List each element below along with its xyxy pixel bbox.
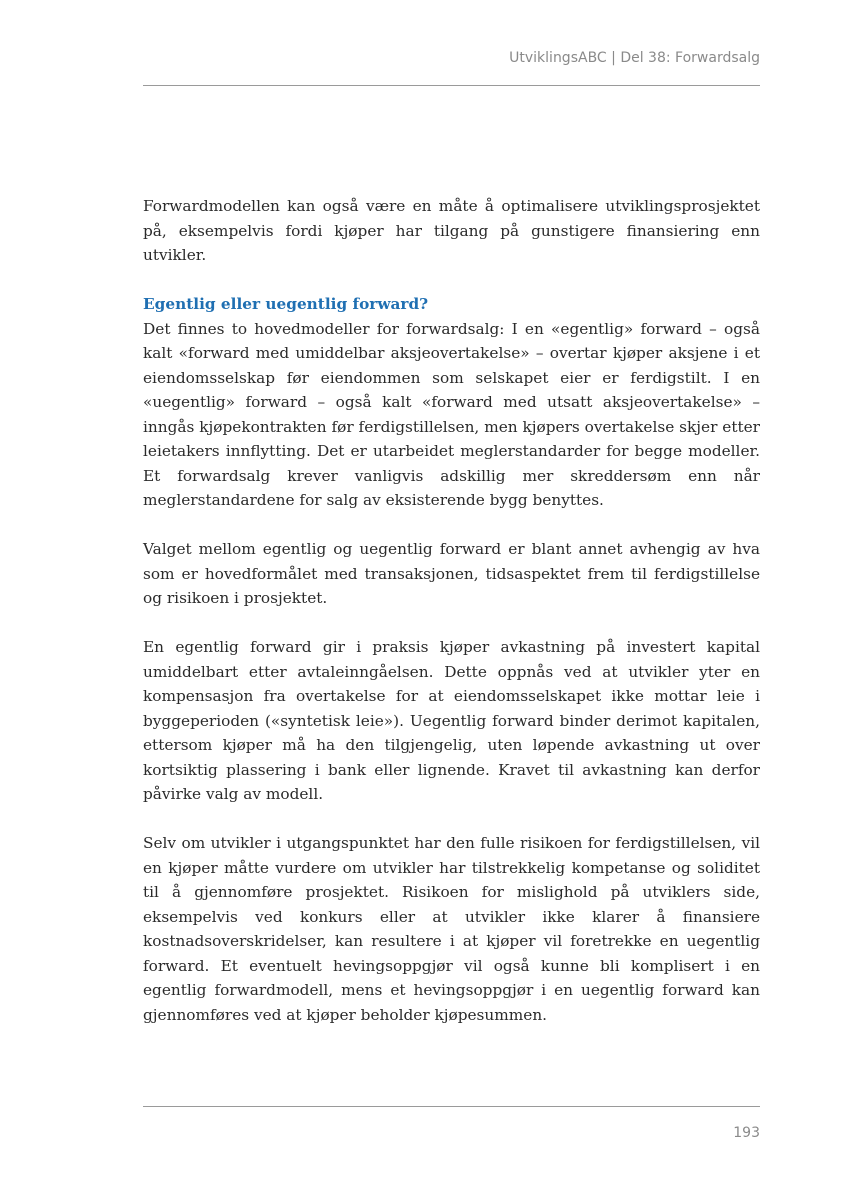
body-paragraph-3: En egentlig forward gir i praksis kjøper avkastning på investert kapital umiddelbart etter avtaleinngåelsen. Dette oppnås ved at utvikler yter en kompensasjon fra overtakelse for at eiendomsselskapet ikke mottar leie i byggeperioden («syntetisk leie»). Uegentlig forward binder derimot kapitalen, ettersom kjøper må ha den tilgjengelig, uten løpende avkastning ut over kortsiktig plassering i bank eller lignende. Kravet til avkastning kan derfor påvirke valg av modell. [143,638,760,803]
page-body [143,194,760,1052]
intro-paragraph: Forwardmodellen kan også være en måte å optimalisere utviklingsprosjektet på, eksempelvis fordi kjøper har tilgang på gunstigere finansiering enn utvikler. [143,197,760,264]
running-header: UtviklingsABC | Del 38: Forwardsalg [509,50,760,66]
section-heading: Egentlig eller uegentlig forward? [143,295,429,313]
header-divider [143,85,760,86]
body-paragraph-1: Det finnes to hovedmodeller for forwardsalg: I en «egentlig» forward – også kalt «forward med umiddelbar aksjeovertakelse» – overtar kjøper aksjene i et eiendomsselskap før eiendommen som selskapet eier er ferdigstilt. I en «uegentlig» forward – også kalt «forward med utsatt aksjeovertakelse» – inngås kjøpekontrakten før ferdigstillelsen, men kjøpers overtakelse skjer etter leietakers innflytting. Det er utarbeidet meglerstandarder for begge modeller. Et forwardsalg krever vanligvis adskillig mer skreddersøm enn når meglerstandardene for salg av eksisterende bygg benyttes. [143,319,760,509]
page-number: 193 [733,1125,760,1141]
body-paragraph-4: Selv om utvikler i utgangspunktet har den fulle risikoen for ferdigstillelsen, vil en kjøper måtte vurdere om utvikler har tilstrekkelig kompetanse og soliditet til å gjennomføre prosjektet. Risikoen for mislighold på utviklers side, eksempelvis ved konkurs eller at utvikler ikke klarer å finansiere kostnadsoverskridelser, kan resultere i at kjøper vil foretrekke en uegentlig forward. Et eventuelt hevingsoppgjør vil også kunne bli komplisert i en egentlig forwardmodell, mens et hevingsoppgjør i en uegentlig forward kan gjennomføres ved at kjøper beholder kjøpesummen. [143,834,760,1024]
body-paragraph-2: Valget mellom egentlig og uegentlig forward er blant annet avhengig av hva som er hovedformålet med transaksjonen, tidsaspektet frem til ferdigstillelse og risikoen i prosjektet. [143,540,760,607]
footer-divider [143,1106,760,1107]
